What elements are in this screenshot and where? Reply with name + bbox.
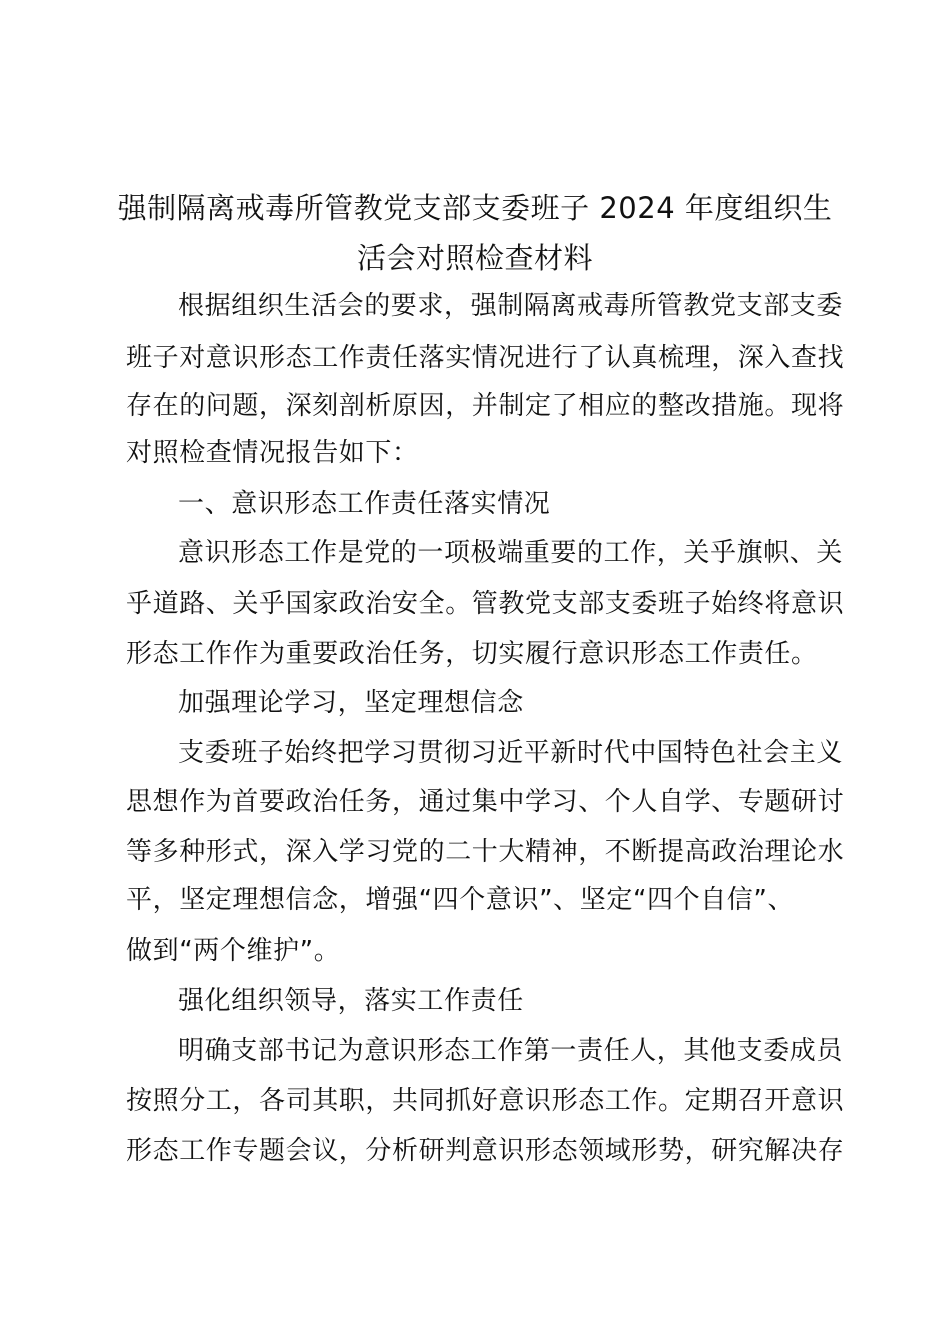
paragraph-organization-line-3: 形态工作专题会议，分析研判意识形态领域形势，研究解决存 xyxy=(126,1136,845,1166)
paragraph-intro-line-1: 根据组织生活会的要求，强制隔离戒毒所管教党支部支委 xyxy=(178,291,844,321)
document-title-line-1: 强制隔离戒毒所管教党支部支委班子 2024 年度组织生 xyxy=(117,191,833,225)
paragraph-section1-line-3: 形态工作作为重要政治任务，切实履行意识形态工作责任。 xyxy=(126,639,818,669)
paragraph-theory-line-2: 思想作为首要政治任务，通过集中学习、个人自学、专题研讨 xyxy=(126,787,845,817)
paragraph-theory-line-3: 等多种形式，深入学习党的二十大精神，不断提高政治理论水 xyxy=(126,837,845,867)
paragraph-intro-line-4: 对照检查情况报告如下： xyxy=(126,438,419,468)
document-title-line-2: 活会对照检查材料 xyxy=(356,241,593,275)
paragraph-intro-line-2: 班子对意识形态工作责任落实情况进行了认真梳理，深入查找 xyxy=(126,343,845,373)
subheading-organization: 强化组织领导，落实工作责任 xyxy=(178,986,524,1016)
paragraph-theory-line-4: 平，坚定理想信念，增强“四个意识”、坚定“四个自信”、 xyxy=(126,885,795,915)
paragraph-intro-line-3: 存在的问题，深刻剖析原因，并制定了相应的整改措施。现将 xyxy=(126,391,845,421)
paragraph-section1-line-1: 意识形态工作是党的一项极端重要的工作，关乎旗帜、关 xyxy=(178,538,844,568)
paragraph-organization-line-2: 按照分工，各司其职，共同抓好意识形态工作。定期召开意识 xyxy=(126,1086,845,1116)
paragraph-section1-line-2: 乎道路、关乎国家政治安全。管教党支部支委班子始终将意识 xyxy=(126,589,845,619)
section-heading-1: 一、意识形态工作责任落实情况 xyxy=(178,489,551,519)
paragraph-theory-line-1: 支委班子始终把学习贯彻习近平新时代中国特色社会主义 xyxy=(178,738,844,768)
paragraph-organization-line-1: 明确支部书记为意识形态工作第一责任人，其他支委成员 xyxy=(178,1036,844,1066)
paragraph-theory-line-5: 做到“两个维护”。 xyxy=(126,936,341,966)
subheading-theory-study: 加强理论学习，坚定理想信念 xyxy=(178,688,524,718)
